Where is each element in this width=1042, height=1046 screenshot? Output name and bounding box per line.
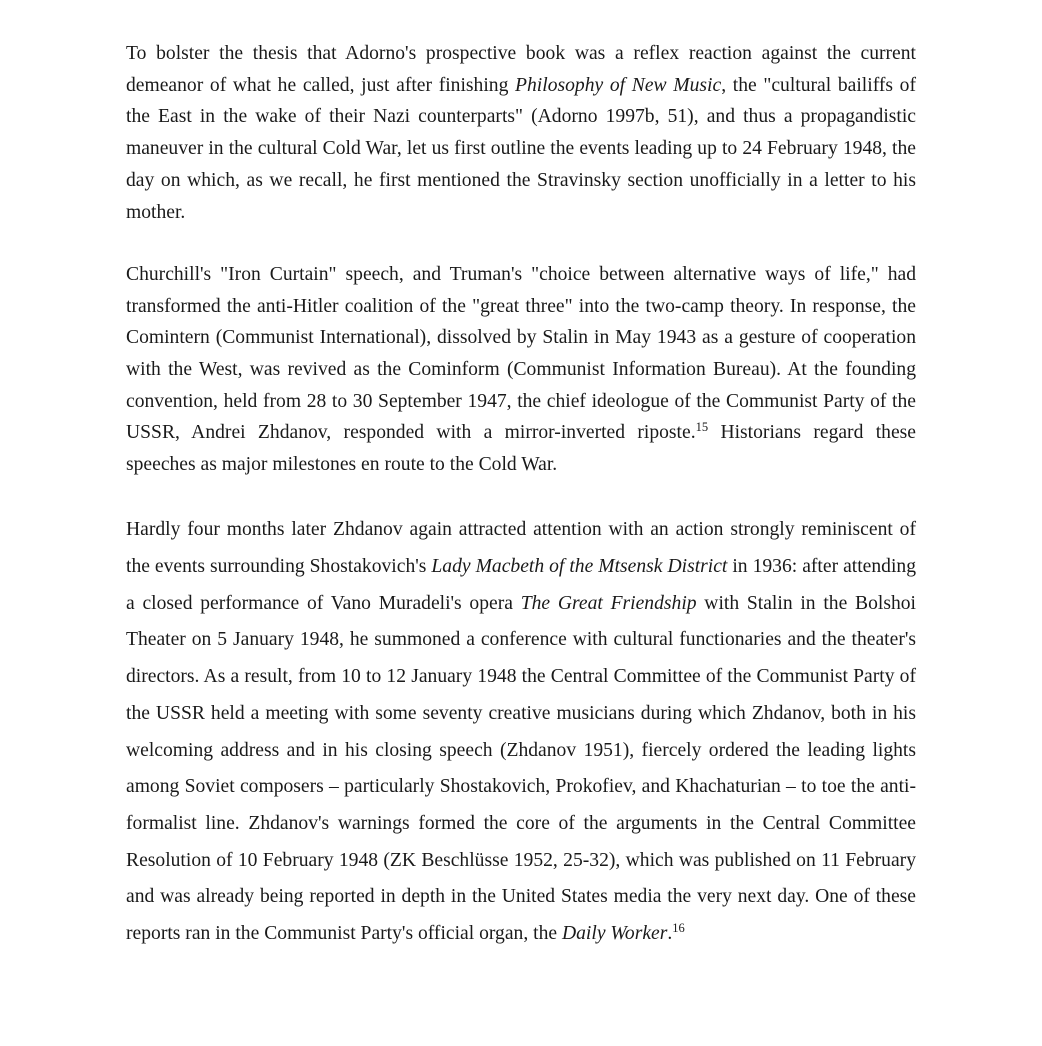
- text-run: Historians regard these speeches as major milestones en route to the Cold War.: [126, 422, 916, 475]
- book-title: Philosophy of New Music: [515, 74, 722, 96]
- text-run: Hardly four months later Zhdanov again attracted attention with an action strongly reminiscent of the events surrounding Shostakovich's: [126, 519, 916, 578]
- text-run: .: [667, 923, 673, 945]
- paragraph: [126, 512, 916, 952]
- text-run: with Stalin in the Bolshoi Theater on 5 January 1948, he summoned a conference with cultural functionaries and the theater's directors. As a result, from 10 to 12 January 1948 the Central Committee of the Communist Party of the USSR held a meeting with some seventy creative musicians during which Zhdanov, both in his welcoming address and in his closing speech (Zhdanov 1951), fiercely ordered the leading lights among Soviet composers – particularly Shostakovich, Prokofiev, and Khachaturian – to toe the anti-formalist line. Zhdanov's warnings formed the core of the arguments in the Central Committee Resolution of 10 February 1948 (ZK Beschlüsse 1952, 25-32), which was published on 11 February and was already being reported in depth in the United States media the very next day. One of these reports ran in the Communist Party's official organ, the: [126, 592, 916, 945]
- text-run: in 1936: after attending a closed performance of Vano Muradeli's opera: [126, 556, 916, 614]
- paragraph: [126, 259, 916, 480]
- work-title: Lady Macbeth of the Mtsensk District: [431, 556, 728, 578]
- text-run: To bolster the thesis that Adorno's prospective book was a reflex reaction against the current demeanor of what he called, just after finishing: [126, 43, 916, 96]
- publication-title: Daily Worker: [561, 923, 668, 945]
- work-title: The Great Friendship: [520, 592, 697, 614]
- text-run: Churchill's "Iron Curtain" speech, and Truman's "choice between alternative ways of life," had transformed the anti-Hitler coalition of the "great three" into the two-camp theory. In response, the Comintern (Communist International), dissolved by Stalin in May 1943 as a gesture of cooperation with the West, was revived as the Cominform (Communist Information Bureau). At the founding convention, held from 28 to 30 September 1947, the chief ideologue of the Communist Party of the USSR, Andrei Zhdanov, responded with a mirror-inverted riposte.: [126, 264, 916, 444]
- footnote-marker: 16: [672, 921, 685, 936]
- paragraph: [126, 38, 916, 228]
- document-page: [126, 38, 916, 953]
- text-run: , the "cultural bailiffs of the East in the wake of their Nazi counterparts" (Adorno 1997b, 51), and thus a propagandistic maneuver in the cultural Cold War, let us first outline the events leading up to 24 February 1948, the day on which, as we recall, he first mentioned the Stravinsky section unofficially in a letter to his mother.: [126, 74, 917, 223]
- footnote-marker: 15: [695, 420, 709, 435]
